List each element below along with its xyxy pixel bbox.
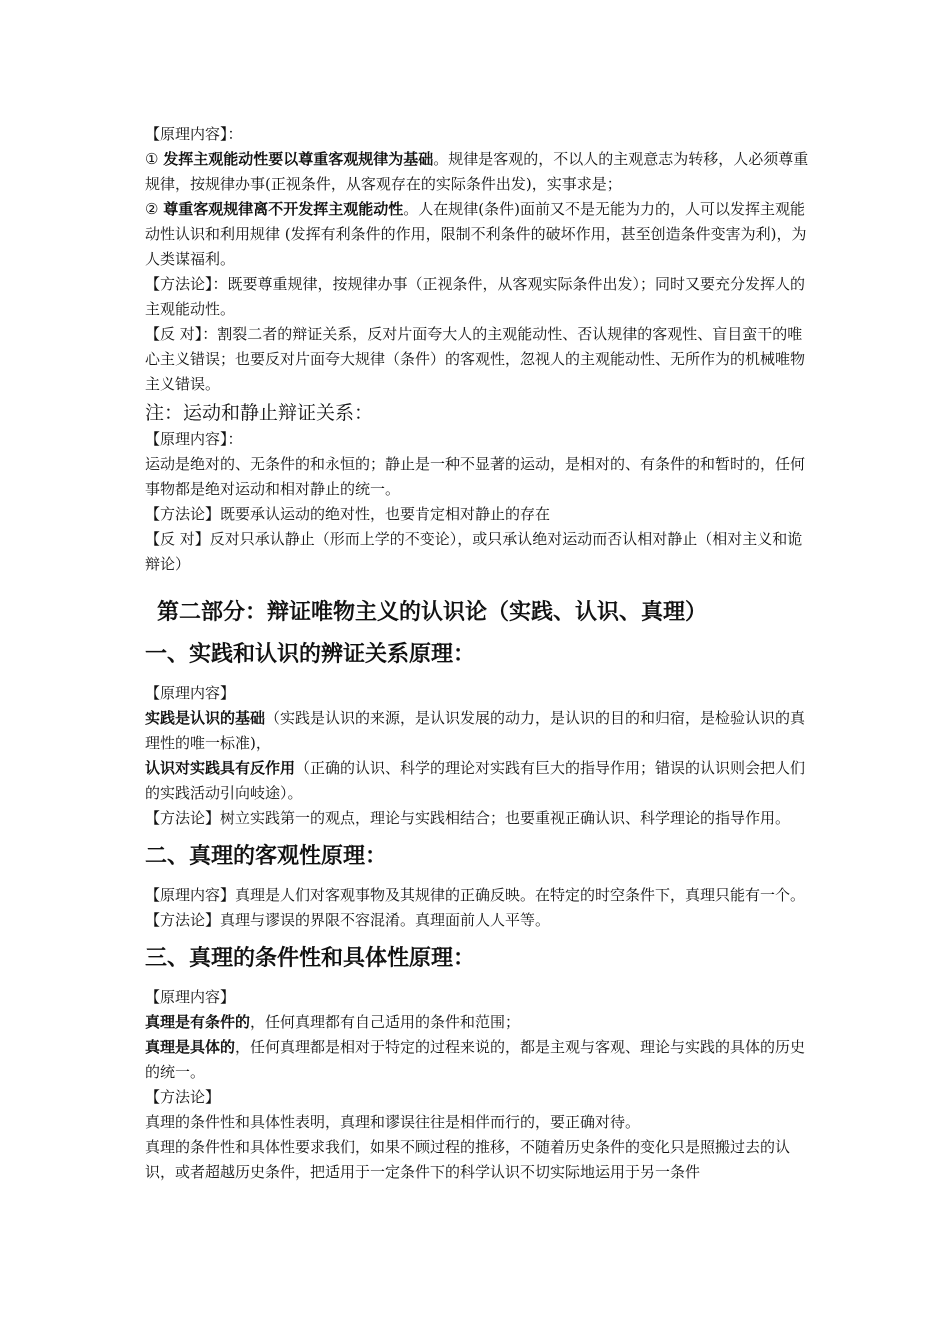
section-1-heading: 一、实践和认识的辨证关系原理： <box>145 641 476 667</box>
methodology-paragraph: 真理的条件性和具体性表明，真理和谬误往往是相伴而行的，要正确对待。 <box>145 1113 641 1131</box>
bold-claim: 认识对实践具有反作用 <box>145 759 296 777</box>
methodology-paragraph: 【方法论】：既要尊重规律，按规律办事（正视条件，从客观实际条件出发）；同时又要充分发挥人的主观能动性。 <box>145 275 806 318</box>
principle-point-2 <box>145 197 815 272</box>
bold-claim: 真理是有条件的 <box>145 1013 251 1031</box>
bold-claim: 真理是具体的 <box>145 1038 236 1056</box>
methodology-label: 【方法论】 <box>145 1088 221 1106</box>
principle-content-label: 【原理内容】 <box>145 684 236 702</box>
document-body <box>145 122 815 1185</box>
note-principle-paragraph: 运动是绝对的、无条件的和永恒的；静止是一种不显著的运动，是相对的、有条件的和暂时的，任何事物都是绝对运动和相对静止的统一。 <box>145 455 806 498</box>
paragraph-text: ，任何真理都有自己适用的条件和范围； <box>250 1013 521 1031</box>
conditional-truth-paragraph <box>145 1010 815 1035</box>
note-methodology-paragraph: 【方法论】既要承认运动的绝对性，也要肯定相对静止的存在 <box>145 505 551 523</box>
paragraph-text: （正确的认识、科学的理论对实践有巨大的指导作用；错误的认识则会把人们的实践活动引向岐途）。 <box>145 759 806 802</box>
bold-claim: 实践是认识的基础 <box>145 709 266 727</box>
part-two-title: 第二部分：辩证唯物主义的认识论（实践、认识、真理） <box>157 599 708 625</box>
note-oppose-paragraph: 【反 对】反对只承认静止（形而上学的不变论），或只承认绝对运动而否认相对静止（相对主义和诡辩论） <box>145 530 803 573</box>
note-heading: 注：运动和静止辩证关系： <box>145 402 374 424</box>
section-3-heading: 三、真理的条件性和具体性原理： <box>145 945 476 971</box>
paragraph-text: （实践是认识的来源，是认识发展的动力，是认识的目的和归宿，是检验认识的真理性的唯一标准)， <box>145 709 806 752</box>
principle-content-label: 【原理内容】： <box>145 125 243 143</box>
methodology-paragraph: 【方法论】树立实践第一的观点，理论与实践相结合；也要重视正确认识、科学理论的指导作用。 <box>145 809 791 827</box>
methodology-paragraph: 【方法论】真理与谬误的界限不容混淆。真理面前人人平等。 <box>145 911 551 929</box>
principle-point-1 <box>145 147 815 197</box>
paragraph-text: ，任何真理都是相对于特定的过程来说的，都是主观与客观、理论与实践的具体的历史的统一。 <box>145 1038 806 1081</box>
reaction-paragraph <box>145 756 815 806</box>
section-2-heading: 二、真理的客观性原理： <box>145 843 388 869</box>
point-number: ② <box>145 200 164 218</box>
oppose-paragraph: 【反 对】：割裂二者的辩证关系，反对片面夸大人的主观能动性、否认规律的客观性、盲目蛮干的唯心主义错误；也要反对片面夸大规律（条件）的客观性，忽视人的主观能动性、无所作为的机械唯物主义错误。 <box>145 325 806 393</box>
principle-content-label: 【原理内容】： <box>145 430 243 448</box>
paragraph-text: 。人在规律(条件)面前又不是无能为力的，人可以发挥主观能动性认识和利用规律 (发挥有利条件的作用，限制不利条件的破坏作用，甚至创造条件变害为利)，为人类谋福利。 <box>145 200 807 268</box>
practice-basis-paragraph <box>145 706 815 756</box>
truth-objective-paragraph: 【原理内容】真理是人们对客观事物及其规律的正确反映。在特定的时空条件下，真理只能有一个。 <box>145 886 806 904</box>
methodology-paragraph: 真理的条件性和具体性要求我们，如果不顾过程的推移，不随着历史条件的变化只是照搬过去的认识，或者超越历史条件，把适用于一定条件下的科学认识不切实际地运用于另一条件 <box>145 1138 791 1181</box>
point-number: ① <box>145 150 164 168</box>
bold-claim: 发挥主观能动性要以尊重客观规律为基础 <box>163 150 434 168</box>
principle-content-label: 【原理内容】 <box>145 988 236 1006</box>
bold-claim: 尊重客观规律离不开发挥主观能动性 <box>163 200 404 218</box>
paragraph-text: 。规律是客观的，不以人的主观意志为转移，人必须尊重规律，按规律办事(正视条件，从客观存在的实际条件出发)，实事求是； <box>145 150 809 193</box>
concrete-truth-paragraph <box>145 1035 815 1085</box>
